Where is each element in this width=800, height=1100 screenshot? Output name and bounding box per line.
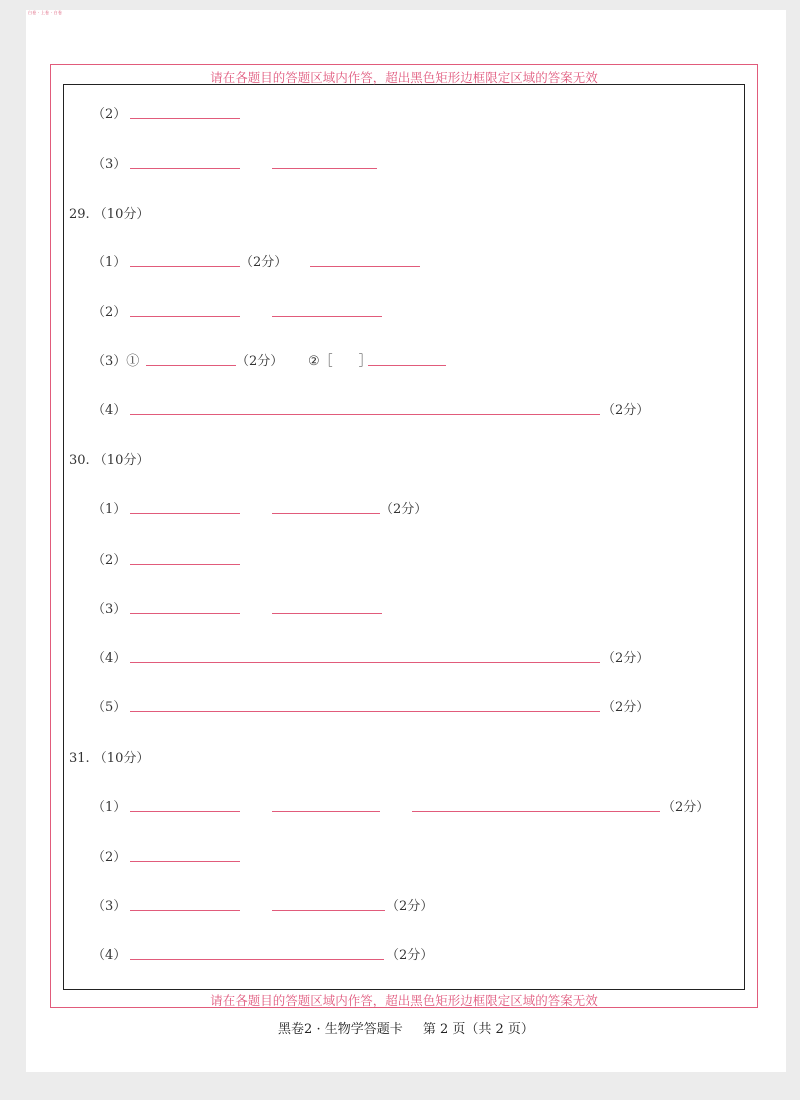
q31-part1-blank-2[interactable] [272,811,380,812]
q29-part1-label: （1） [92,255,127,270]
q31-part1-score: （2分） [662,800,710,815]
q28-part2 [92,103,742,123]
q30-part3-blank-2[interactable] [272,613,382,614]
q29-part4 [92,399,742,419]
q28-part2-blank[interactable] [130,118,240,119]
q28-part3 [92,153,742,173]
q31-part2 [92,846,742,866]
page-footer [26,1018,786,1037]
q30-part1-blank-2[interactable] [272,513,380,514]
q31-part2-blank[interactable] [130,861,240,862]
q30-part5 [92,696,742,716]
q30-part3-blank-1[interactable] [130,613,240,614]
q30-part1-label: （1） [92,502,127,517]
q30-part3 [92,598,742,618]
q30-part2-label: （2） [92,553,127,568]
q31-heading: 31. （10分） [69,751,150,766]
q31-part3-blank-1[interactable] [130,910,240,911]
q29-part3-blank-2[interactable] [368,365,446,366]
q30-part1 [92,498,742,518]
q31-part1-label: （1） [92,800,127,815]
footer-subject: 黑卷2 · 生物学答题卡 [278,1022,403,1037]
q31-part1 [92,796,742,816]
q30-part4-label: （4） [92,651,127,666]
q28-part3-blank-2[interactable] [272,168,377,169]
q30-part4-blank[interactable] [130,662,600,663]
q31-part4-blank[interactable] [130,959,384,960]
q31-part4-label: （4） [92,948,127,963]
q31-part2-label: （2） [92,850,127,865]
q29-part2 [92,301,742,321]
q29-part4-label: （4） [92,403,127,418]
q30-part4 [92,647,742,667]
q29-part2-label: （2） [92,305,127,320]
q30-heading: 30. （10分） [69,453,150,468]
q29-part3-bracket: ②［ ］ [308,354,372,369]
q29-part3-blank-1[interactable] [146,365,236,366]
q29-part1 [92,251,742,271]
q31-part3-score: （2分） [386,899,434,914]
answer-sheet-page [26,10,786,1072]
corner-mark: 白卷 · 上卷 · 白卷 [28,10,63,15]
q29-part4-score: （2分） [602,403,650,418]
q29-part1-blank-2[interactable] [310,266,420,267]
q30-part3-label: （3） [92,602,127,617]
q31-part3 [92,895,742,915]
bottom-notice: 请在各题目的答题区域内作答，超出黑色矩形边框限定区域的答案无效 [210,993,598,1008]
q31-part3-blank-2[interactable] [272,910,385,911]
q30-part5-blank[interactable] [130,711,600,712]
q28-part2-label: （2） [92,107,127,122]
q31-part3-label: （3） [92,899,127,914]
q29-part4-blank[interactable] [130,414,600,415]
footer-page-number: 第 2 页（共 2 页） [422,1022,534,1037]
q30-part1-score: （2分） [380,502,428,517]
q31-part4-score: （2分） [386,948,434,963]
q29-part3 [92,350,742,370]
q28-part3-blank-1[interactable] [130,168,240,169]
q29-part2-blank-2[interactable] [272,316,382,317]
q29-part1-blank-1[interactable] [130,266,240,267]
q31-part1-blank-3[interactable] [412,811,660,812]
q28-part3-label: （3） [92,157,127,172]
q29-heading: 29. （10分） [69,207,150,222]
q31-part1-blank-1[interactable] [130,811,240,812]
q31-part4 [92,944,742,964]
q30-part5-label: （5） [92,700,127,715]
q30-part4-score: （2分） [602,651,650,666]
top-notice: 请在各题目的答题区域内作答，超出黑色矩形边框限定区域的答案无效 [210,70,598,85]
q30-part1-blank-1[interactable] [130,513,240,514]
q30-part2-blank[interactable] [130,564,240,565]
q30-part2 [92,549,742,569]
q29-part1-score: （2分） [240,255,288,270]
q29-part3-label: （3）① [92,354,140,369]
q30-part5-score: （2分） [602,700,650,715]
q29-part2-blank-1[interactable] [130,316,240,317]
q29-part3-score: （2分） [236,354,284,369]
